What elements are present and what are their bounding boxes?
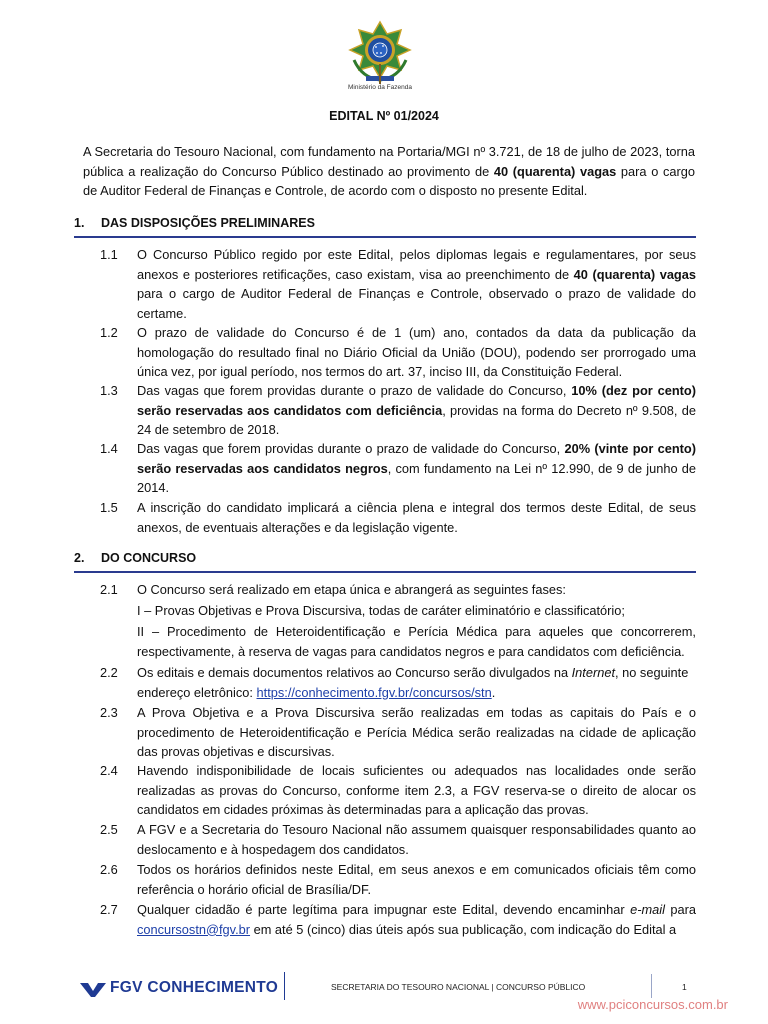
clause-number: 2.3: [100, 705, 118, 720]
edital-title: EDITAL Nº 01/2024: [329, 109, 439, 123]
clause-number: 1.3: [100, 383, 118, 398]
clause-1-1: 1.1 O Concurso Público regido por este Edital, pelos diplomas legais e regulamentares, por seus anexos e posteriores retificações, caso existam, visa ao preenchimento de 40 (quarenta) vagas para o cargo de Auditor Federal de Finanças e Controle, observado o prazo de validade do certame.: [100, 247, 696, 322]
clause-number: 2.7: [100, 902, 118, 917]
clause-2-7: 2.7 Qualquer cidadão é parte legítima para impugnar este Edital, devendo encaminhar e-mail para concursostn@fgv.br em até 5 (cinco) dias úteis após sua publicação, com indicação do Edital a: [100, 902, 696, 937]
clause-number: 1.5: [100, 500, 118, 515]
section-heading-2: [74, 549, 696, 573]
footer-divider: [651, 974, 652, 998]
clause-2-5: 2.5 A FGV e a Secretaria do Tesouro Nacional não assumem quaisquer responsabilidades quanto ao deslocamento e à hospedagem dos candidatos.: [100, 822, 696, 857]
clause-1-4: 1.4 Das vagas que forem providas durante o prazo de validade do Concurso, 20% (vinte por cento) serão reservadas aos candidatos negros, com fundamento na Lei nº 12.990, de 9 de junho de 2014.: [100, 441, 697, 496]
intro-paragraph: A Secretaria do Tesouro Nacional, com fundamento na Portaria/MGI nº 3.721, de 18 de julho de 2023, torna pública a realização do Concurso Público destinado ao provimento de 40 (quarenta) vagas para o cargo de Auditor Federal de Finanças e Controle, de acordo com o disposto no presente Edital.: [83, 144, 695, 199]
section-heading-1: [74, 214, 696, 238]
clause-number: 2.2: [100, 665, 118, 680]
clause-2-3: 2.3 A Prova Objetiva e a Prova Discursiva serão realizadas em todas as capitais do País e o procedimento de Heteroidentificação e Perícia Médica serão realizadas na cidade de aplicação das provas objetivas e discursivas.: [100, 705, 696, 760]
clause-number: 1.4: [100, 441, 118, 456]
clause-number: 2.5: [100, 822, 118, 837]
clause-1-5: 1.5 A inscrição do candidato implicará a ciência plena e integral dos termos deste Edital, de seus anexos, de eventuais alterações e da legislação vigente.: [100, 500, 696, 535]
concurso-link[interactable]: https://conhecimento.fgv.br/concursos/stn: [256, 684, 492, 700]
fgv-logo-text: FGV CONHECIMENTO: [110, 979, 279, 996]
section-number: 2.: [74, 551, 85, 565]
section-number: 1.: [74, 216, 85, 230]
footer-divider: [284, 972, 285, 1000]
clause-number: 1.1: [100, 247, 118, 262]
clause-2-6: 2.6 Todos os horários definidos neste Edital, em seus anexos e em comunicados oficiais têm como referência o horário oficial de Brasília/DF.: [100, 862, 696, 897]
page-number: 1: [682, 982, 687, 992]
section-title: DO CONCURSO: [101, 551, 197, 565]
ministry-name: Ministério da Fazenda: [348, 84, 412, 91]
clause-1-3: 1.3 Das vagas que forem providas durante o prazo de validade do Concurso, 10% (dez por cento) serão reservadas aos candidatos com deficiência, providas na forma do Decreto nº 9.508, de 24 de setembro de 2018.: [100, 383, 696, 438]
fgv-logo: [80, 978, 285, 1000]
clause-number: 2.6: [100, 862, 118, 877]
clause-2-2: 2.2 Os editais e demais documentos relativos ao Concurso serão divulgados na Internet, no seguinte endereço eletrônico: https://conhecimento.fgv.br/concursos/stn.: [100, 665, 689, 700]
clause-2-1: 2.1 O Concurso será realizado em etapa única e abrangerá as seguintes fases: I – Provas Objetivas e Prova Discursiva, todas de caráter eliminatório e classificatório; II – Procedimento de Heteroidentificação e Perícia Médica para aqueles que concorrerem, respectivamente, à reserva de vagas para candidatos negros e para candidatos com deficiência.: [100, 582, 696, 660]
fgv-chevron-icon: [80, 983, 106, 997]
email-link[interactable]: concursostn@fgv.br: [137, 921, 251, 937]
clause-1-2: 1.2 O prazo de validade do Concurso é de 1 (um) ano, contados da data da publicação da homologação do resultado final no Diário Oficial da União (DOU), podendo ser prorrogado uma única vez, por igual período, nos termos do art. 37, inciso III, da Constituição Federal.: [100, 325, 696, 380]
clause-2-4: 2.4 Havendo indisponibilidade de locais suficientes ou adequados nas localidades onde serão realizadas as provas do Concurso, conforme item 2.3, a FGV reserva-se o direito de alocar os candidatos em cidades próximas às determinadas para a aplicação das provas.: [100, 763, 696, 818]
footer-caption: SECRETARIA DO TESOURO NACIONAL | CONCURSO PÚBLICO: [331, 982, 586, 992]
clause-number: 1.2: [100, 325, 118, 340]
clause-number: 2.1: [100, 582, 118, 597]
clause-number: 2.4: [100, 763, 118, 778]
source-site-link[interactable]: www.pciconcursos.com.br: [577, 997, 728, 1012]
section-title: DAS DISPOSIÇÕES PRELIMINARES: [101, 216, 315, 230]
